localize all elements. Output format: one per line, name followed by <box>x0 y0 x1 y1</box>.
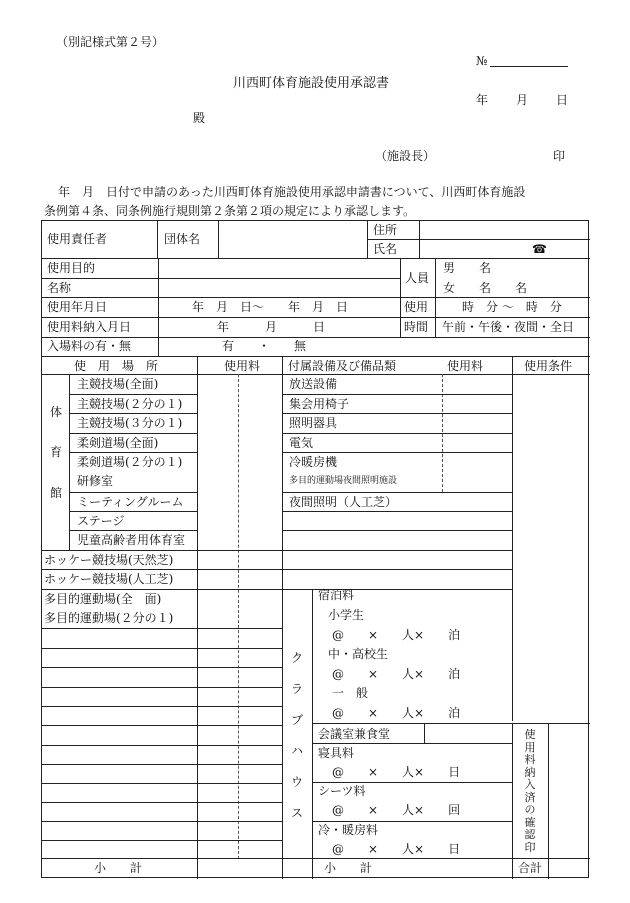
place-item: 多目的運動場(全 面) <box>44 592 162 606</box>
gym-label: 体 <box>49 405 62 419</box>
equipment-item: 照明器具 <box>289 416 338 430</box>
meeting-room-label: 会議室兼食堂 <box>318 727 391 741</box>
equipment-item: 夜間照明（人工芝） <box>289 495 398 509</box>
label-persons: 人員 <box>405 271 430 285</box>
header-equipment: 付属設備及び備品類 <box>288 359 397 373</box>
lodging-label: 宿泊料 <box>318 588 355 602</box>
place-item: 柔剣道場(２分の１) <box>77 455 183 469</box>
approval-form-table: 使用責任者 団体名 住所 氏名 ☎ 使用目的 名称 人員 男 名 女 名 名 使用年月日 年 月 日〜 年 月 日 使用 時 分 〜 時 分 使用料納入月日 年 月 日 時間 午前・午後・夜間・全日 入場料の有・無 有 ・ 無 使 用 場 所 使用料 付属設備及び備品類 使用料 使用条件 体 育 館 主競技場(全面) 主競技場(２分の１) 主競技場(３分の１) 柔剣道場(全面) 柔剣道場(２分の１) 研修室 ミーティングルーム ステージ 児童高齢者用体育室 ホッケー競技場(天然芝) ホッケー競技場(人工芝) 多目的運動場(全 面) 多目的運動場(２分の１) 放送設備 集会用椅子 照明器具 電気 冷暖房機 多目的運動場夜間照明施設 夜間照明（人工芝） ク ラ ブ ハ ウ ス 宿泊料 小学生 @ × 人× 泊 中・高校生 @ × 人× 泊 一 般 @ × 人× 泊 会議室兼食堂 寝具料 @ × 人× 日 シーツ料 @ × 人× 回 冷・暖房料 @ × 人× 日 使 用 料 納 入 済 の 確 認 印 小 計 小 計 合計 <box>41 220 589 878</box>
persons-female: 女 名 名 <box>443 281 528 295</box>
page-title: 川西町体育施設使用承認書 <box>233 76 390 91</box>
label-paid-date: 使用料納入月日 <box>47 320 132 334</box>
header-place: 使 用 場 所 <box>74 359 159 373</box>
place-item: 多目的運動場(２分の１) <box>44 611 174 625</box>
label-time: 時間 <box>404 320 429 334</box>
place-item: 主競技場(３分の１) <box>77 416 183 430</box>
label-use-date: 使用年月日 <box>47 300 108 314</box>
label-address: 住所 <box>373 223 398 237</box>
equipment-item: 多目的運動場夜間照明施設 <box>289 476 398 486</box>
rate-line: @ × 人× 泊 <box>332 628 461 642</box>
equipment-item: 冷暖房機 <box>289 455 338 469</box>
place-item: 研修室 <box>77 474 114 488</box>
place-item: 主競技場(全面) <box>77 377 159 391</box>
label-admission: 入場料の有・無 <box>47 339 132 353</box>
label-use: 使用 <box>404 300 429 314</box>
aircon-label: 冷・暖房料 <box>318 823 379 837</box>
form-number: （別記様式第２号） <box>56 35 165 49</box>
header-fee-2: 使用料 <box>447 359 484 373</box>
general-label: 一 般 <box>332 686 369 700</box>
no-label: № <box>476 54 488 68</box>
rate-line: @ × 人× 泊 <box>332 706 461 720</box>
highschool-label: 中・高校生 <box>328 647 389 661</box>
bedding-label: 寝具料 <box>318 746 355 760</box>
time-slots: 午前・午後・夜間・全日 <box>442 320 575 334</box>
persons-male: 男 名 <box>443 261 492 275</box>
place-item: ホッケー競技場(人工芝) <box>44 572 174 586</box>
header-conditions: 使用条件 <box>524 359 573 373</box>
label-name: 氏名 <box>373 242 398 256</box>
place-item: 柔剣道場(全面) <box>77 436 159 450</box>
sheets-label: シーツ料 <box>318 784 366 798</box>
admission-value: 有 ・ 無 <box>222 339 307 353</box>
label-purpose: 使用目的 <box>47 261 96 275</box>
label-group-name: 団体名 <box>164 232 201 246</box>
rate-line: @ × 人× 回 <box>332 803 461 817</box>
paid-confirmation-label: 使 用 料 納 入 済 の 確 認 印 <box>524 728 536 854</box>
rate-line: @ × 人× 泊 <box>332 667 461 681</box>
date-day: 日 <box>556 93 569 107</box>
label-title-name: 名称 <box>47 281 72 295</box>
clubhouse-label: ク ラ ブ ハ ウ ス <box>290 651 303 820</box>
place-item: ミーティングルーム <box>77 495 184 509</box>
issuer-label: （施設長） <box>375 149 436 163</box>
place-item: ステージ <box>77 514 125 528</box>
intro-line-1: 年 月 日付で申請のあった川西町体育施設使用承認申請書について、川西町体育施設 <box>58 185 526 199</box>
rate-line: @ × 人× 日 <box>332 842 461 856</box>
no-underline <box>490 66 568 67</box>
use-date-value: 年 月 日〜 年 月 日 <box>192 300 349 314</box>
elementary-label: 小学生 <box>328 608 365 622</box>
place-item: ホッケー競技場(天然芝) <box>44 553 174 567</box>
intro-line-2: 条例第４条、同条例施行規則第２条第２項の規定により承認します。 <box>44 204 416 218</box>
place-item: 主競技場(２分の１) <box>77 397 183 411</box>
addressee-suffix: 殿 <box>193 111 206 125</box>
subtotal-right: 小 計 <box>324 861 373 875</box>
equipment-item: 集会用椅子 <box>289 397 350 411</box>
seal-mark: 印 <box>553 149 566 163</box>
rate-line: @ × 人× 日 <box>332 765 461 779</box>
label-responsible: 使用責任者 <box>47 232 108 246</box>
date-year: 年 <box>476 93 489 107</box>
place-item: 児童高齢者用体育室 <box>77 533 186 547</box>
use-time-value: 時 分 〜 時 分 <box>462 300 562 314</box>
subtotal-left: 小 計 <box>94 861 143 875</box>
paid-date-value: 年 月 日 <box>217 320 326 334</box>
date-month: 月 <box>516 93 529 107</box>
header-fee: 使用料 <box>224 359 261 373</box>
equipment-item: 電気 <box>289 436 314 450</box>
phone-icon: ☎ <box>532 242 547 256</box>
grand-total: 合計 <box>518 861 543 875</box>
equipment-item: 放送設備 <box>289 377 338 391</box>
